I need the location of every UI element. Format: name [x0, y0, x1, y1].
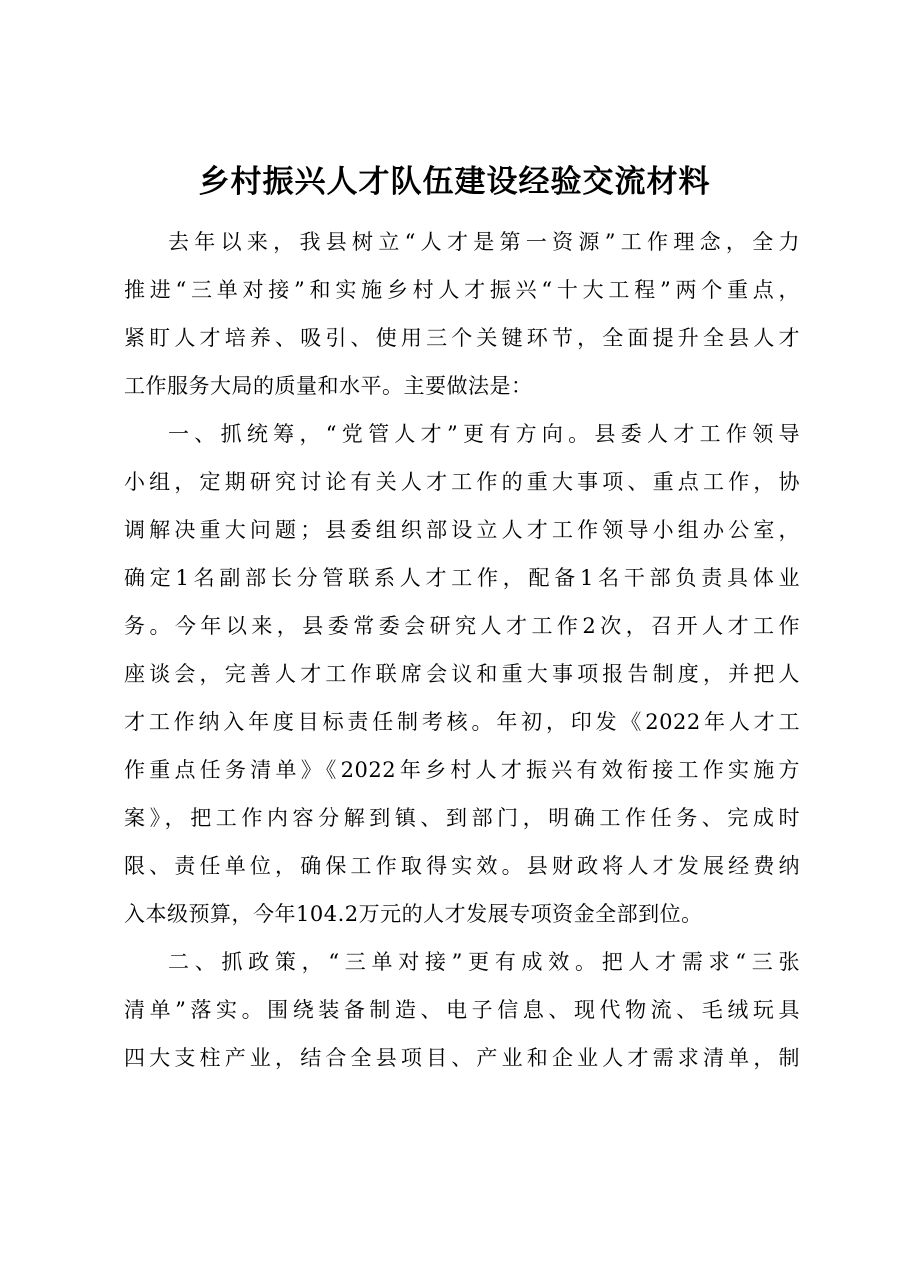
- paragraph-section-1: [124, 410, 800, 938]
- text-line: 小组，定期研究讨论有关人才工作的重大事项、重点工作，协: [124, 470, 800, 494]
- text-line: 四大支柱产业，结合全县项目、产业和企业人才需求清单，制: [124, 1046, 800, 1070]
- document-body: [124, 218, 800, 1082]
- text-line: 确定1名副部长分管联系人才工作，配备1名干部负责具体业: [124, 566, 800, 590]
- text-line: 座谈会，完善人才工作联席会议和重大事项报告制度，并把人: [124, 662, 800, 686]
- text-line: 紧盯人才培养、吸引、使用三个关键环节，全面提升全县人才: [124, 326, 800, 350]
- text-line: 二、抓政策，“三单对接”更有成效。把人才需求“三张: [168, 950, 800, 974]
- paragraph-intro: [124, 218, 800, 410]
- text-line: 工作服务大局的质量和水平。主要做法是：: [124, 374, 533, 398]
- text-line: 作重点任务清单》《2022年乡村人才振兴有效衔接工作实施方: [124, 758, 800, 782]
- text-line: 入本级预算，今年104.2万元的人才发展专项资金全部到位。: [124, 902, 703, 926]
- document-title: 乡村振兴人才队伍建设经验交流材料: [198, 164, 711, 200]
- text-line: 限、责任单位，确保工作取得实效。县财政将人才发展经费纳: [124, 854, 800, 878]
- text-line: 案》，把工作内容分解到镇、到部门，明确工作任务、完成时: [124, 806, 800, 830]
- text-line: 一、抓统筹，“党管人才”更有方向。县委人才工作领导: [168, 422, 800, 446]
- text-line: 推进“三单对接”和实施乡村人才振兴“十大工程”两个重点，: [124, 278, 800, 302]
- text-line: 去年以来，我县树立“人才是第一资源”工作理念，全力: [168, 230, 800, 254]
- text-line: 调解决重大问题；县委组织部设立人才工作领导小组办公室，: [124, 518, 800, 542]
- paragraph-section-2: [124, 938, 800, 1082]
- text-line: 务。今年以来，县委常委会研究人才工作2次，召开人才工作: [124, 614, 800, 638]
- text-line: 才工作纳入年度目标责任制考核。年初，印发《2022年人才工: [124, 710, 800, 734]
- text-line: 清单”落实。围绕装备制造、电子信息、现代物流、毛绒玩具: [124, 998, 800, 1022]
